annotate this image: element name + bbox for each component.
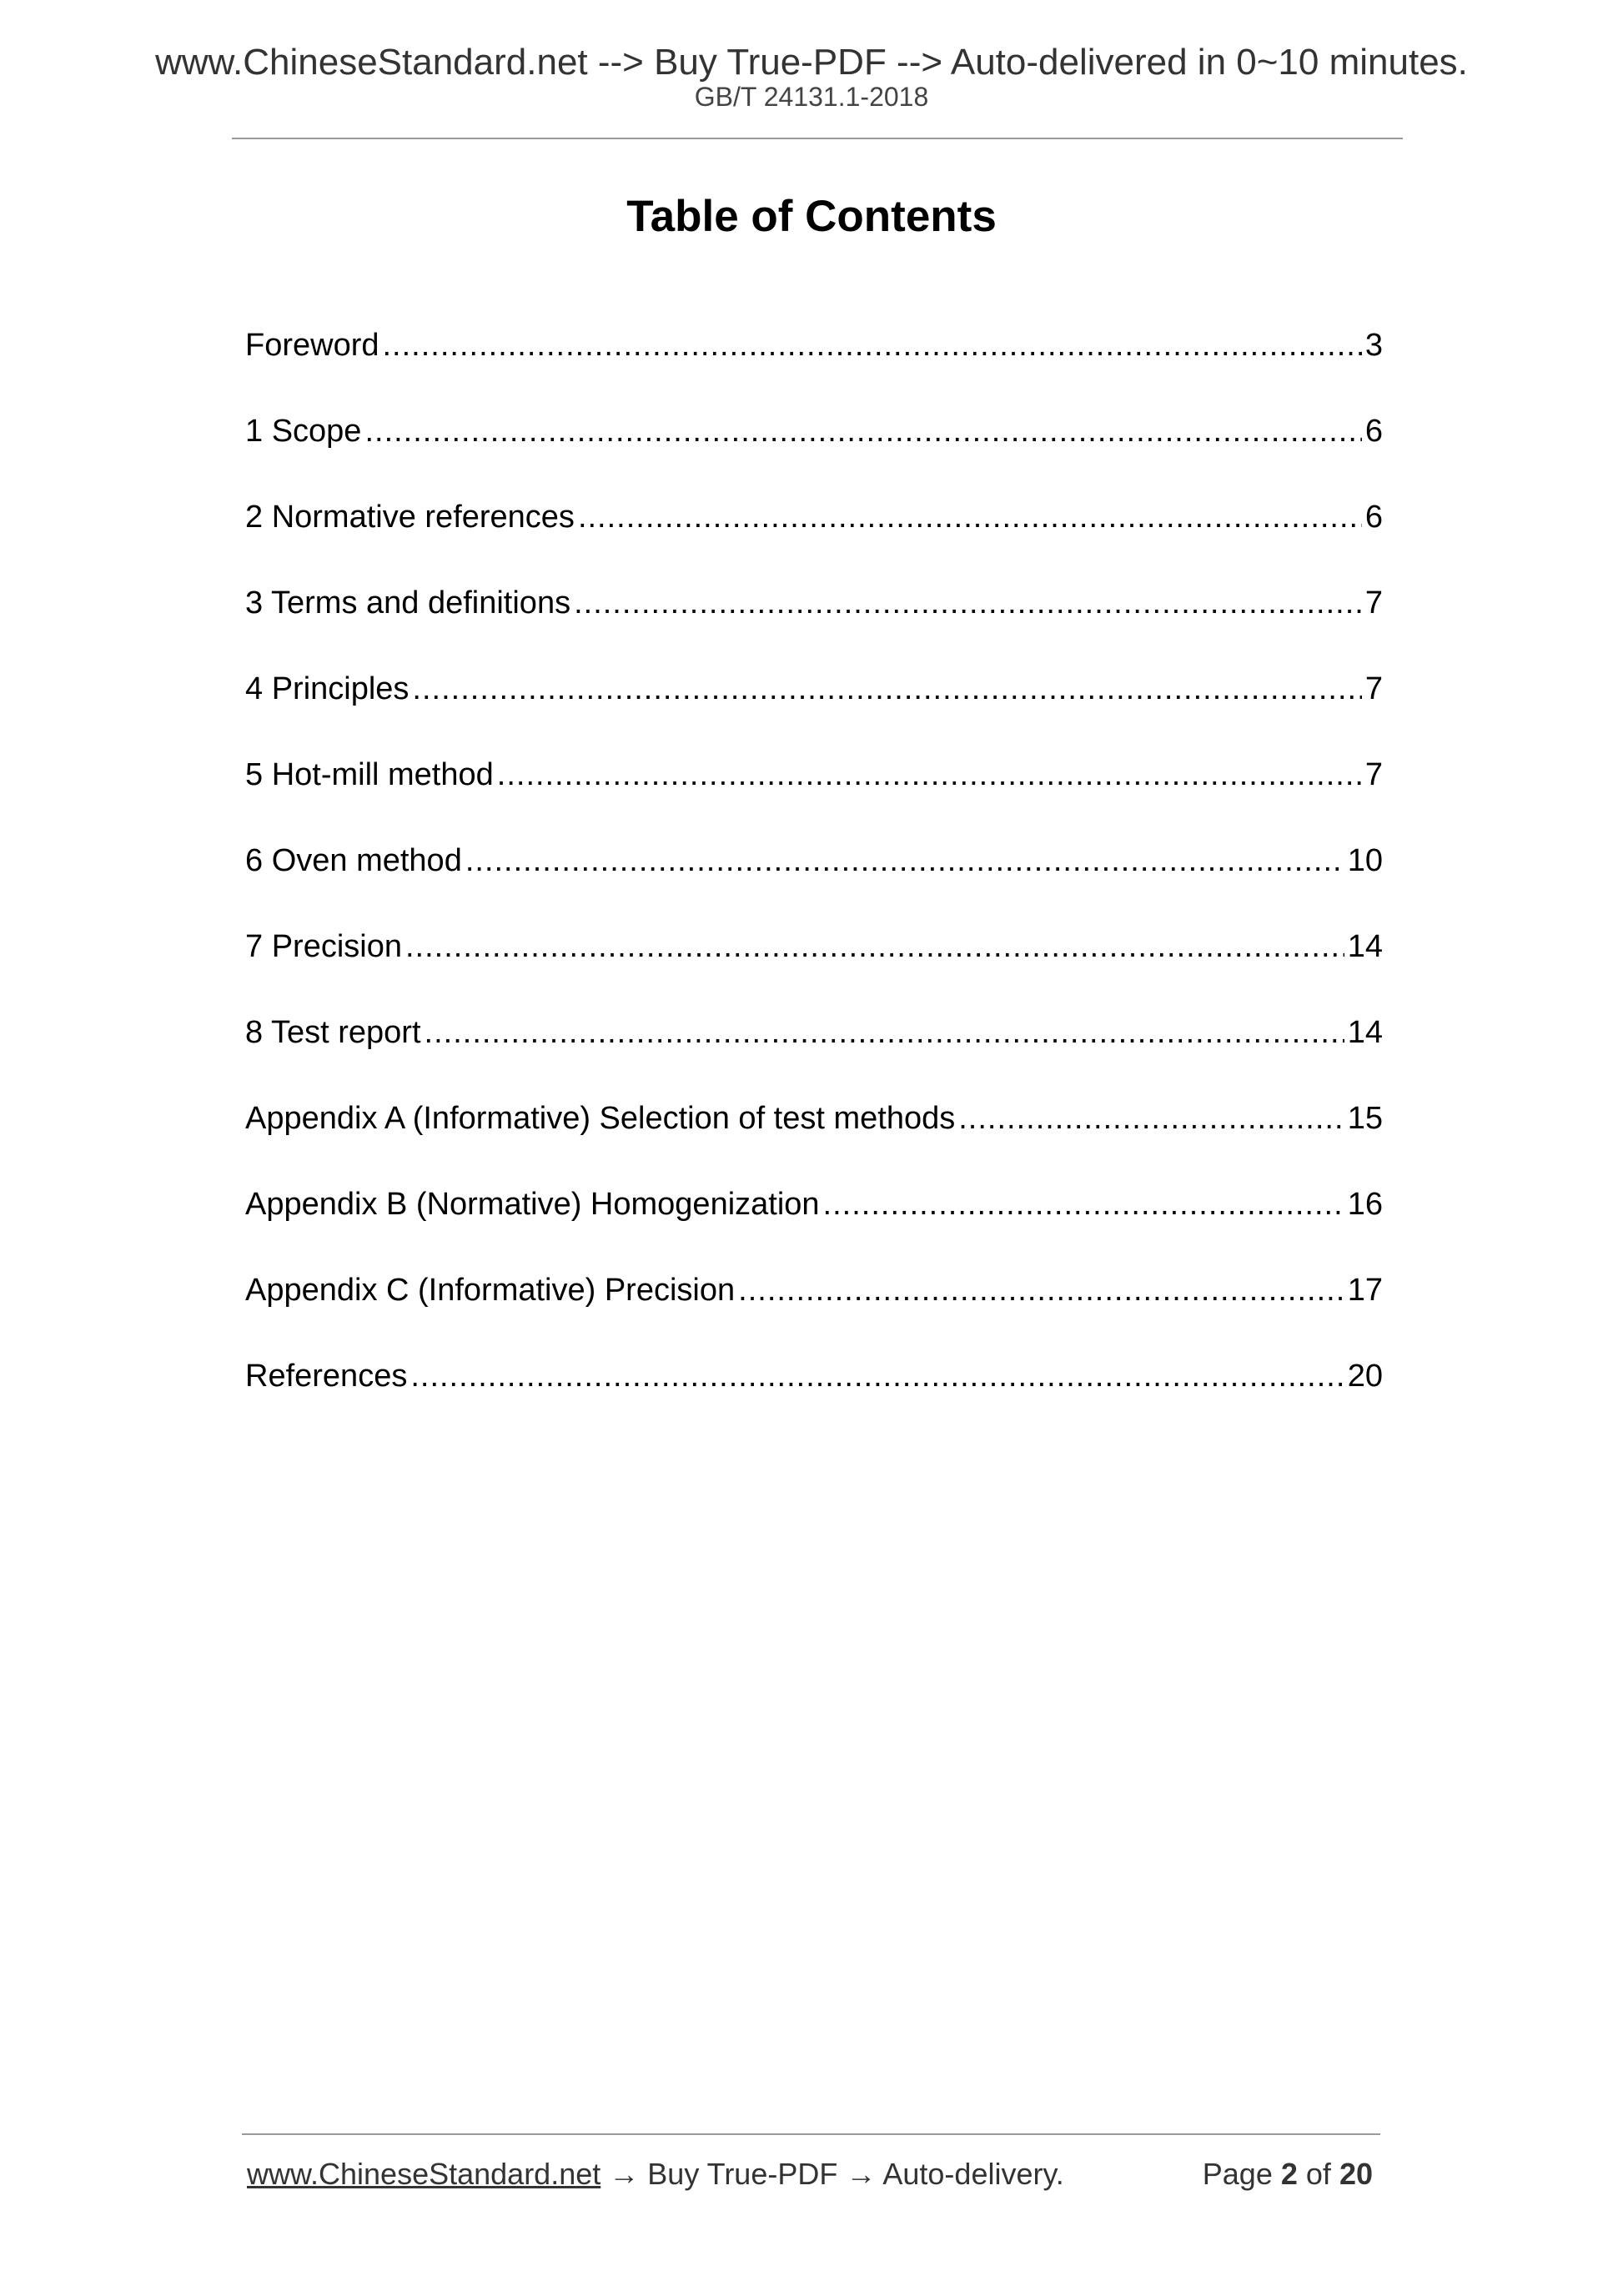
toc-page-number: 14 xyxy=(1347,1015,1383,1050)
dot-leader xyxy=(738,1269,1344,1312)
dot-leader xyxy=(383,324,1362,367)
toc-entry-scope[interactable] xyxy=(245,409,1383,495)
toc-page-number: 10 xyxy=(1347,843,1383,878)
toc-page-number: 7 xyxy=(1364,671,1383,706)
table-of-contents xyxy=(245,324,1383,1440)
toc-page-number: 14 xyxy=(1347,929,1383,964)
toc-entry-appendix-a[interactable] xyxy=(245,1097,1383,1183)
site-link[interactable]: www.ChineseStandard.net xyxy=(247,2157,601,2191)
dot-leader xyxy=(497,753,1362,796)
toc-entry-terms-and-definitions[interactable] xyxy=(245,581,1383,667)
page-indicator xyxy=(1203,2154,1373,2194)
header-banner: www.ChineseStandard.net --> Buy True-PDF --> Auto-delivered in 0~10 minutes. xyxy=(155,42,1468,83)
header-divider xyxy=(232,138,1403,139)
dot-leader xyxy=(425,1011,1344,1054)
footer-promo xyxy=(247,2154,1064,2194)
footer-divider xyxy=(242,2133,1380,2135)
toc-entry-precision[interactable] xyxy=(245,925,1383,1011)
page-word: Page xyxy=(1202,2157,1273,2191)
toc-entry-test-report[interactable] xyxy=(245,1011,1383,1097)
current-page-number: 2 xyxy=(1280,2157,1298,2191)
page-footer xyxy=(247,2154,1384,2194)
toc-entry-label: 3 Terms and definitions xyxy=(245,585,571,620)
dot-leader xyxy=(364,409,1361,453)
total-pages-number: 20 xyxy=(1339,2157,1373,2191)
toc-entry-appendix-b[interactable] xyxy=(245,1183,1383,1269)
toc-page-number: 7 xyxy=(1364,757,1383,792)
footer-buy-text: Buy True-PDF xyxy=(647,2157,838,2191)
dot-leader xyxy=(412,667,1361,711)
toc-entry-oven-method[interactable] xyxy=(245,839,1383,925)
toc-page-number: 7 xyxy=(1364,585,1383,620)
toc-entry-label: Appendix B (Normative) Homogenization xyxy=(245,1187,820,1222)
toc-page-number: 6 xyxy=(1364,414,1383,449)
toc-entry-label: Appendix A (Informative) Selection of test methods xyxy=(245,1101,956,1136)
toc-entry-label: 8 Test report xyxy=(245,1015,421,1050)
toc-entry-label: Appendix C (Informative) Precision xyxy=(245,1273,736,1308)
toc-page-number: 15 xyxy=(1347,1101,1383,1136)
footer-delivery-text: Auto-delivery. xyxy=(882,2157,1064,2191)
toc-page-number: 17 xyxy=(1347,1273,1383,1308)
document-code: GB/T 24131.1-2018 xyxy=(694,82,929,112)
toc-entry-label: 2 Normative references xyxy=(245,500,575,535)
toc-entry-label: 1 Scope xyxy=(245,414,362,449)
dot-leader xyxy=(823,1183,1344,1226)
toc-entry-references[interactable] xyxy=(245,1354,1383,1440)
toc-entry-appendix-c[interactable] xyxy=(245,1269,1383,1354)
toc-page-number: 6 xyxy=(1364,500,1383,535)
toc-entry-label: 6 Oven method xyxy=(245,843,462,878)
arrow-right-icon: → xyxy=(846,2157,877,2191)
toc-entry-label: References xyxy=(245,1359,408,1394)
toc-page-number: 16 xyxy=(1347,1187,1383,1222)
dot-leader xyxy=(958,1097,1344,1140)
arrow-right-icon: → xyxy=(609,2157,640,2191)
toc-entry-principles[interactable] xyxy=(245,667,1383,753)
dot-leader xyxy=(405,925,1344,968)
toc-entry-label: 7 Precision xyxy=(245,929,402,964)
dot-leader xyxy=(410,1354,1344,1398)
toc-page-number: 3 xyxy=(1364,328,1383,363)
of-word: of xyxy=(1305,2157,1331,2191)
toc-page-number: 20 xyxy=(1347,1359,1383,1394)
toc-entry-foreword[interactable] xyxy=(245,324,1383,409)
page-title: Table of Contents xyxy=(626,192,997,241)
toc-entry-hot-mill-method[interactable] xyxy=(245,753,1383,839)
dot-leader xyxy=(465,839,1344,882)
toc-entry-label: Foreword xyxy=(245,328,379,363)
toc-entry-label: 4 Principles xyxy=(245,671,410,706)
toc-entry-normative-references[interactable] xyxy=(245,495,1383,581)
dot-leader xyxy=(578,495,1362,539)
toc-entry-label: 5 Hot-mill method xyxy=(245,757,494,792)
dot-leader xyxy=(574,581,1362,625)
